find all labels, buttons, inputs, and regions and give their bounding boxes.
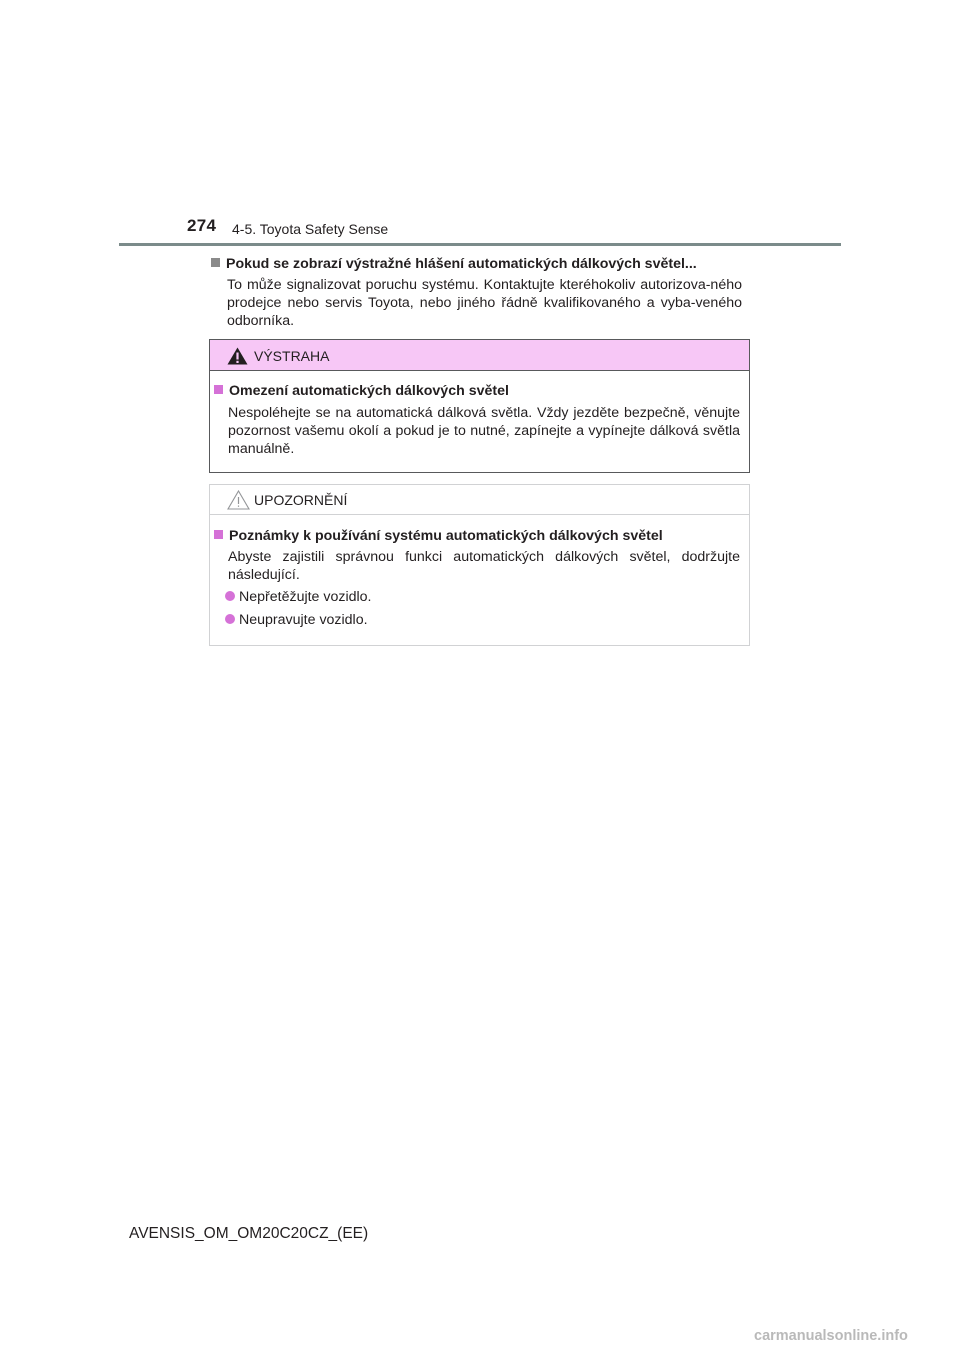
warning-heading-text: Omezení automatických dálkových světel (229, 383, 509, 399)
list-item-text: Nepřetěžujte vozidlo. (239, 589, 372, 605)
caution-box (209, 484, 750, 646)
intro-text: To může signalizovat poruchu systému. Kontaktujte kteréhokoliv autorizova-ného prodejce nebo servis Toyota, nebo jiného řádně kvalifikovaného a vyba-veného odborníka. (227, 277, 742, 329)
warning-box (209, 339, 750, 473)
square-bullet-icon (214, 530, 223, 539)
caution-heading-text: Poznámky k používání systému automatických dálkových světel (229, 528, 663, 544)
warning-header (210, 340, 749, 371)
list-item-text: Neupravujte vozidlo. (239, 612, 368, 628)
circle-bullet-icon (225, 591, 235, 601)
caution-triangle-icon (227, 490, 250, 510)
warning-text: Nespoléhejte se na automatická dálková světla. Vždy jezděte bezpečně, věnujte pozornost vašemu okolí a pokud je to nutné, zapínejte a vypínejte dálková světla manuálně. (228, 405, 740, 457)
warning-heading (214, 383, 509, 399)
header-rule (119, 243, 841, 246)
caution-text: Abyste zajistili správnou funkci automatických dálkových světel, dodržujte následující. (228, 549, 740, 583)
caution-heading (214, 528, 663, 544)
caution-header (210, 485, 749, 515)
page-number: 274 (187, 216, 217, 235)
warning-triangle-icon (227, 347, 248, 365)
list-item (225, 612, 368, 628)
square-bullet-icon (211, 258, 220, 267)
circle-bullet-icon (225, 614, 235, 624)
warning-label: VÝSTRAHA (254, 348, 330, 364)
square-bullet-icon (214, 385, 223, 394)
section-title: 4-5. Toyota Safety Sense (232, 221, 389, 237)
watermark: carmanualsonline.info (754, 1328, 908, 1344)
list-item (225, 589, 372, 605)
caution-label: UPOZORNĚNÍ (254, 492, 348, 508)
intro-heading-text: Pokud se zobrazí výstražné hlášení automatických dálkových světel... (226, 256, 697, 272)
footer-code: AVENSIS_OM_OM20C20CZ_(EE) (129, 1225, 369, 1242)
intro-heading (211, 256, 697, 272)
